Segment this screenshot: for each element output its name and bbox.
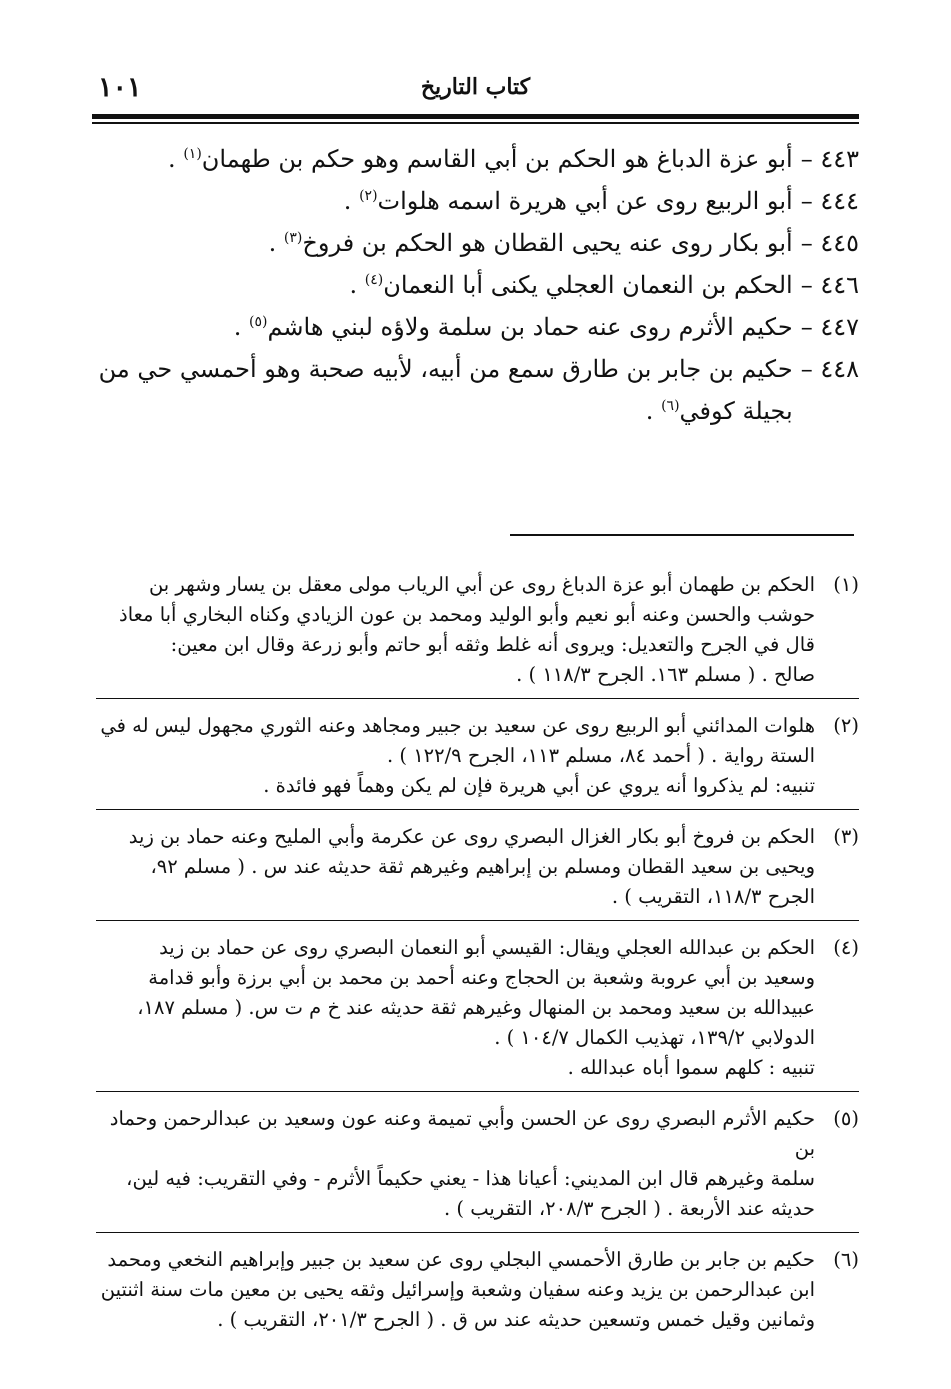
footnote-ref[interactable]: (١) [183,146,202,162]
footnote-number: (٦) [833,1248,859,1271]
entry-tail: . [645,397,662,425]
footnote-number: (٥) [833,1107,859,1130]
header-rule-thin [92,122,859,124]
entry-text: حكيم بن جابر بن طارق سمع من أبيه، لأبيه صحبة وهو أحمسي حي من بجيلة كوفي [98,355,793,425]
entry-443 [96,138,859,180]
footnote-ref[interactable]: (٣) [283,230,303,246]
footnote-line: قال في الجرح والتعديل: ويروى أنه غلط وثقه أبو حاتم وأبو زرعة وقال ابن معين: [170,633,815,656]
footnote-ref[interactable]: (٢) [359,188,378,204]
footnote-line: هلوات المدائني أبو الربيع روى عن سعيد بن جبير ومجاهد وعنه الثوري مجهول ليس له في [100,714,815,737]
footnote-line: الحكم بن فروخ أبو بكار الغزال البصري روى عن عكرمة وأبي المليح وعنه حماد بن زيد [128,825,815,848]
footnote-line: عبيدالله بن سعيد ومحمد بن المنهال وغيرهم ثقة حديثه عند خ م ت س. ( مسلم ١٨٧، [137,996,815,1019]
footnote-ref[interactable]: (٥) [248,314,268,330]
footnote-5 [96,1104,859,1233]
entry-tail: . [168,145,184,173]
page-number: ١٠١ [98,72,142,103]
footnote-number: (٢) [833,714,859,737]
entry-448 [96,348,859,432]
entry-number: ٤٤٥ – [800,229,859,257]
footnote-line: حكيم الأثرم البصري روى عن الحسن وأبي تميمة وعنه عون وسعيد بن عبدالرحمن وحماد بن [109,1107,815,1160]
footnote-line: حكيم بن جابر بن طارق الأحمسي البجلي روى عن سعيد بن جبير وإبراهيم النخعي ومحمد [107,1248,815,1271]
footnote-ref[interactable]: (٤) [364,272,384,288]
footnote-line: وسعيد بن أبي عروبة وشعبة بن الحجاج وعنه أحمد بن محمد بن أبي برزة وأبو قدامة [148,966,815,989]
entry-445 [96,222,859,264]
entry-text: أبو عزة الدباغ هو الحكم بن أبي القاسم وهو حكم بن طهمان [201,145,793,173]
footnote-line: حوشب والحسن وعنه أبو نعيم وأبو الوليد ومحمد بن عون الزيادي وكناه البخاري أبا معاذ [119,603,815,626]
running-title: كتاب التاريخ [420,74,531,100]
entry-text: أبو بكار روى عنه يحيى القطان هو الحكم بن فروخ [302,229,793,257]
footnote-line: وثمانين وقيل خمس وتسعين حديثه عند س ق . ( الجرح ٢٠١/٣، التقريب ) . [217,1308,815,1331]
entry-447 [96,306,859,348]
footnote-3 [96,822,859,921]
footnote-line: تنبيه: لم يذكروا أنه يروي عن أبي هريرة فإن لم يكن وهماً فهو فائدة . [263,774,815,797]
footnote-line: الحكم بن عبدالله العجلي ويقال: القيسي أبو النعمان البصري روى عن حماد بن زيد [159,936,815,959]
entry-tail: . [268,229,284,257]
footnote-line: سلمة وغيرهم قال ابن المديني: أعيانا هذا - يعني حكيماً الأثرم - وفي التقريب: فيه لين، [126,1167,815,1190]
entry-tail: . [233,313,249,341]
footnote-line: الدولابي ١٣٩/٢، تهذيب الكمال ١٠٤/٧ ) . [494,1026,815,1049]
footnote-number: (٤) [833,936,859,959]
entry-number: ٤٤٨ – [800,355,859,383]
entry-number: ٤٤٤ – [800,187,859,215]
entry-text: حكيم الأثرم روى عنه حماد بن سلمة ولاؤه لبني هاشم [267,313,793,341]
footnote-line: الستة رواية . ( أحمد ٨٤، مسلم ١١٣، الجرح ١٢٢/٩ ) . [386,744,815,767]
footnote-1 [96,570,859,699]
page-header [92,70,859,103]
entry-text: الحكم بن النعمان العجلي يكنى أبا النعمان [383,271,793,299]
footnote-line: الحكم بن طهمان أبو عزة الدباغ روى عن أبي الرياب مولى معقل بن يسار وشهر بن [148,573,815,596]
header-rule-thick [92,114,859,119]
footnote-number: (٣) [833,825,859,848]
footnote-line: حديثه عند الأربعة . ( الجرح ٢٠٨/٣، التقريب ) . [444,1197,815,1220]
footnote-4 [96,933,859,1092]
entry-tail: . [343,187,360,215]
entry-list [96,138,859,432]
entry-number: ٤٤٧ – [800,313,859,341]
entry-text: أبو الربيع روى عن أبي هريرة اسمه هلوات [377,187,793,215]
entry-tail: . [349,271,365,299]
footnote-ref[interactable]: (٦) [661,398,680,414]
footnote-list [96,570,859,1343]
footnote-line: ابن عبدالرحمن بن يزيد وعنه سفيان وشعبة وإسرائيل وثقه يحيى بن معين مات سنة اثنتين [100,1278,815,1301]
entry-444 [96,180,859,222]
footnote-line: تنبيه : كلهم سموا أباه عبدالله . [567,1056,815,1079]
footnote-line: ويحيى بن سعيد القطان ومسلم بن إبراهيم وغيرهم ثقة حديثه عند س . ( مسلم ٩٢، [150,855,815,878]
footnote-line: صالح . ( مسلم ١٦٣. الجرح ١١٨/٣ ) . [516,663,815,686]
footnote-line: الجرح ١١٨/٣، التقريب ) . [611,885,815,908]
footnote-2 [96,711,859,810]
footnote-6 [96,1245,859,1343]
entry-number: ٤٤٣ – [800,145,859,173]
entry-number: ٤٤٦ – [800,271,859,299]
footnote-number: (١) [833,573,859,596]
entry-446 [96,264,859,306]
footnote-separator [510,534,854,536]
